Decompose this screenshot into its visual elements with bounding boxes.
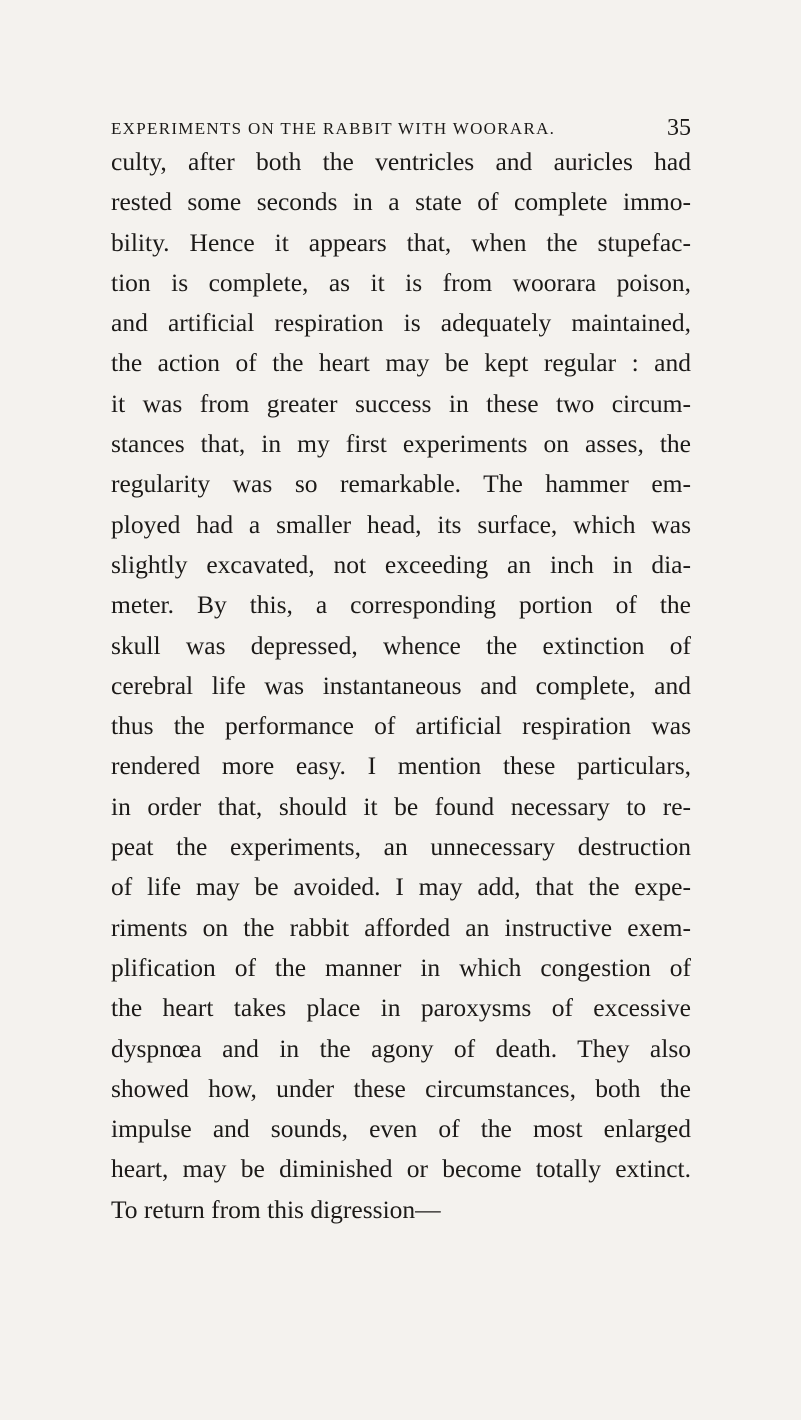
running-title: EXPERIMENTS ON THE RABBIT WITH WOORARA. [111,119,556,138]
text-line: and artificial respiration is adequately maintained, [111,308,691,338]
text-line: it was from greater success in these two circum- [111,388,691,418]
text-line: ployed had a smaller head, its surface, which was [111,509,691,539]
text-line: meter. By this, a corresponding portion of the [111,590,691,620]
text-line: riments on the rabbit afforded an instructive exem- [111,912,691,942]
text-line: cerebral life was instantaneous and complete, and [111,670,691,700]
text-line: thus the performance of artificial respiration was [111,711,691,741]
text-line: the action of the heart may be kept regular : and [111,348,691,378]
text-line: the heart takes place in paroxysms of excessive [111,993,691,1023]
text-line: heart, may be diminished or become totally extinct. [111,1154,691,1184]
body-text [111,142,691,1230]
text-line: slightly excavated, not exceeding an inch in dia- [111,549,691,579]
text-line: skull was depressed, whence the extinction of [111,630,691,660]
running-head [111,114,691,144]
text-line: regularity was so remarkable. The hammer em- [111,469,691,499]
page-number: 35 [667,115,691,141]
text-line: peat the experiments, an unnecessary destruction [111,832,691,862]
text-line: of life may be avoided. I may add, that the expe- [111,872,691,902]
text-line: tion is complete, as it is from woorara poison, [111,267,691,297]
text-line: plification of the manner in which congestion of [111,952,691,982]
text-line: rested some seconds in a state of complete immo- [111,187,691,217]
text-line: bility. Hence it appears that, when the stupefac- [111,227,691,257]
text-line: stances that, in my first experiments on asses, the [111,429,691,459]
text-line: impulse and sounds, even of the most enlarged [111,1114,691,1144]
text-line: To return from this digression— [111,1194,441,1224]
text-line: dyspnœa and in the agony of death. They also [111,1033,691,1063]
text-line: culty, after both the ventricles and auricles had [111,147,691,176]
text-line: in order that, should it be found necessary to re- [111,791,691,821]
text-line: showed how, under these circumstances, both the [111,1073,691,1103]
text-line: rendered more easy. I mention these particulars, [111,751,691,781]
